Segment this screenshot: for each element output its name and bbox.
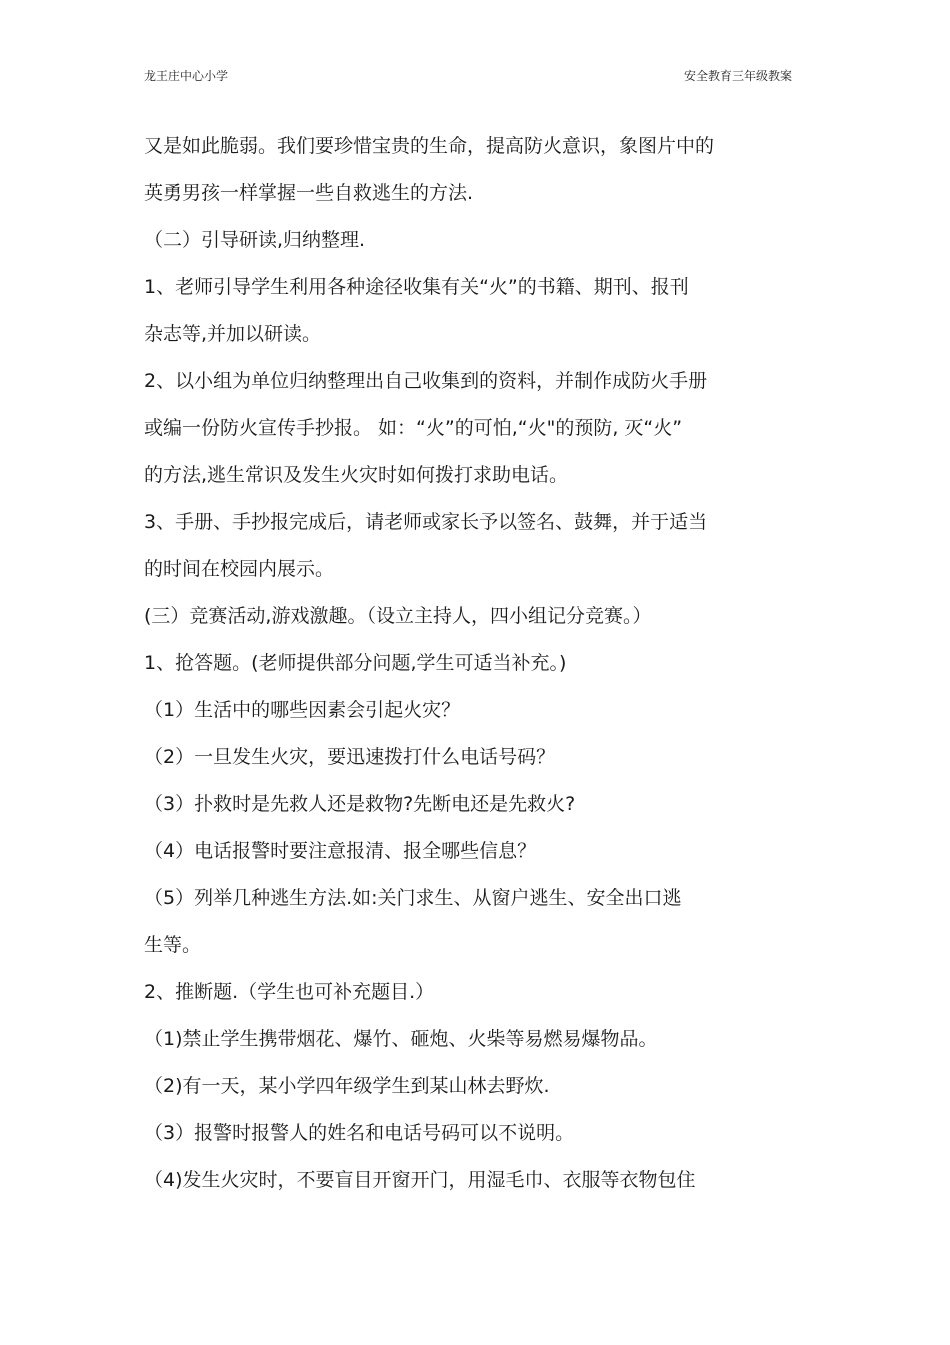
text-line: 杂志等,并加以研读。 [144, 323, 322, 345]
text-line: 2、以小组为单位归纳整理出自己收集到的资料，并制作成防火手册 [144, 370, 708, 392]
header-document-title: 安全教育三年级教案 [683, 69, 792, 83]
page-header [0, 0, 950, 100]
section-heading: （二）引导研读,归纳整理. [144, 229, 366, 251]
text-line: 2、推断题.（学生也可补充题目.） [144, 981, 435, 1003]
question-item: （2）一旦发生火灾，要迅速拨打什么电话号码？ [144, 746, 556, 768]
question-item: （3）报警时报警人的姓名和电话号码可以不说明。 [144, 1122, 575, 1144]
question-item: （4)发生火灾时，不要盲目开窗开门，用湿毛巾、衣服等衣物包住 [144, 1169, 696, 1191]
text-line: 1、抢答题。(老师提供部分问题,学生可适当补充。) [144, 652, 567, 674]
question-item: （1）生活中的哪些因素会引起火灾？ [144, 699, 461, 721]
text-line: 3、手册、手抄报完成后，请老师或家长予以签名、鼓舞，并于适当 [144, 511, 708, 533]
question-item: （4）电话报警时要注意报清、报全哪些信息？ [144, 840, 537, 862]
text-line: 生等。 [144, 934, 202, 956]
text-line: 的方法,逃生常识及发生火灾时如何拨打求助电话。 [144, 464, 569, 486]
document-body [144, 132, 804, 1213]
text-line: 又是如此脆弱。我们要珍惜宝贵的生命，提高防火意识，象图片中的 [144, 135, 715, 157]
question-item: （2)有一天，某小学四年级学生到某山林去野炊. [144, 1075, 550, 1097]
question-item: （5）列举几种逃生方法.如:关门求生、从窗户逃生、安全出口逃 [144, 887, 682, 909]
text-line: 或编一份防火宣传手抄报。 如：“火”的可怕,“火"的预防, 灭“火” [144, 417, 683, 439]
text-line: 英勇男孩一样掌握一些自救逃生的方法. [144, 182, 474, 204]
text-line: 1、老师引导学生利用各种途径收集有关“火”的书籍、期刊、报刊 [144, 276, 689, 298]
text-line: 的时间在校园内展示。 [144, 558, 335, 580]
question-item: （1)禁止学生携带烟花、爆竹、砸炮、火柴等易燃易爆物品。 [144, 1028, 658, 1050]
question-item: （3）扑救时是先救人还是救物?先断电还是先救火? [144, 793, 576, 815]
section-heading: (三）竞赛活动,游戏激趣。（设立主持人，四小组记分竞赛。） [144, 605, 652, 627]
header-school-name: 龙王庄中心小学 [144, 69, 229, 83]
